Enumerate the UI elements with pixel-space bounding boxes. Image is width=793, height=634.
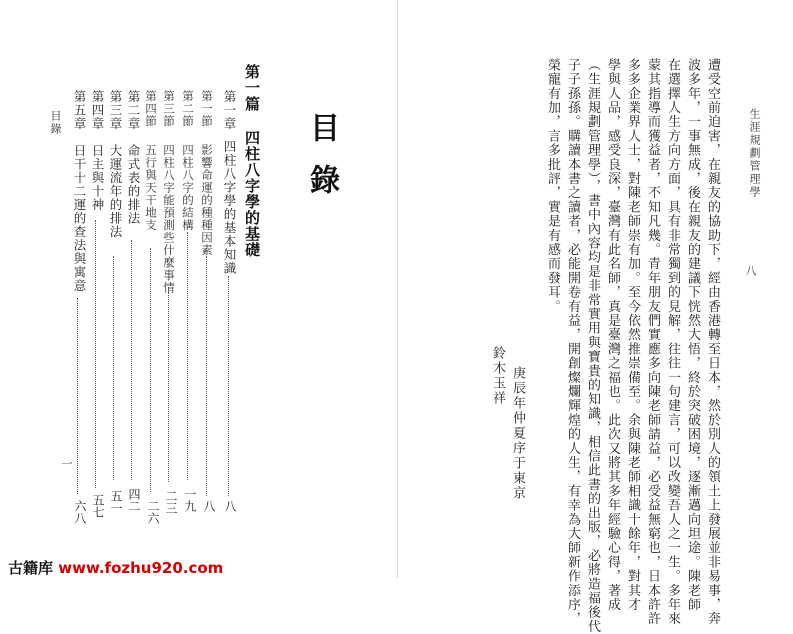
toc-entry-page: 五一 xyxy=(109,490,123,514)
site-logo[interactable] xyxy=(8,557,223,578)
toc-entry-title: 日主與十神 xyxy=(90,144,105,212)
site-url: www.fozhu920.com xyxy=(58,559,224,577)
preface-signature-name: 鈴木玉祥 xyxy=(490,346,505,406)
preface-column-2: 波多年，一事無成，後在親友的建議下恍然大悟，終於突破困境，逐漸邁向坦途。陳老師 xyxy=(685,58,700,612)
toc-entry-label: 第四節 xyxy=(144,90,158,128)
toc-entry-title: 大運流年的排法 xyxy=(108,144,123,239)
toc-entry-page: 二三 xyxy=(164,490,178,514)
toc-entry-page: 八 xyxy=(223,500,237,512)
page-number-left: 一 xyxy=(60,458,73,469)
preface-column-8: 子子孫孫。購讀本書之讀者，必能開卷有益，開創燦爛輝煌的人生，有幸為大師新作添序， xyxy=(565,58,580,626)
preface-column-4: 蒙其指導而獲益者，不知凡幾。青年朋友們實應多向陳老師請益，必受益無窮也，日本許許 xyxy=(645,58,660,626)
toc-leader-dots xyxy=(206,256,207,496)
toc-part-label: 第一篇 xyxy=(243,64,261,112)
site-name: 古籍库 xyxy=(8,559,54,577)
toc-leader-dots xyxy=(77,298,78,494)
toc-leader-dots xyxy=(113,256,114,480)
toc-entry-title: 五行與天干地支 xyxy=(144,144,158,232)
toc-leader-dots xyxy=(150,248,151,492)
toc-leader-dots xyxy=(95,220,96,488)
toc-entry-label: 第五章 xyxy=(72,90,87,131)
toc-entry-title: 四柱八字的結構 xyxy=(181,144,195,232)
toc-part-title: 四柱八字學的基礎 xyxy=(243,130,261,258)
preface-column-1: 遭受空前迫害，在親友的協助下，經由香港轉至日本，然於別人的領土上發展並非易事，奔 xyxy=(705,58,720,626)
preface-column-5: 多多企業界人士，對陳老師崇有加。至今依然推崇備至。余與陳老師相識十餘年，對其才 xyxy=(625,58,640,612)
toc-entry-title: 影響命運的種種因素 xyxy=(200,144,214,257)
toc-leader-dots xyxy=(168,292,169,482)
toc-title: 目錄 xyxy=(304,112,339,216)
preface-column-9: 榮寵有加，言多批評，實是有感而發耳。 xyxy=(545,58,560,314)
toc-entry-page: 五七 xyxy=(91,494,105,518)
toc-entry-label: 第四章 xyxy=(90,90,105,131)
toc-entry-label: 第二章 xyxy=(126,90,141,131)
toc-entry-label: 第二節 xyxy=(181,90,195,128)
toc-entry-page: 一九 xyxy=(183,488,197,512)
preface-column-7: （生涯規劃管理學），書中內容均是非常實用與寶貴的知識，相信此書的出版，必將造福後代 xyxy=(585,58,600,634)
toc-entry-page: 八 xyxy=(202,500,216,512)
toc-leader-dots xyxy=(131,240,132,480)
toc-entry-label: 第一章 xyxy=(222,90,237,131)
toc-entry-label: 第三節 xyxy=(162,90,176,128)
toc-entry-label: 第一節 xyxy=(200,90,214,128)
toc-leader-dots xyxy=(228,276,229,496)
footer-watermark xyxy=(0,556,793,578)
toc-entry-title: 四柱八字能預測些什麼事情 xyxy=(162,144,176,294)
toc-entry-label: 第三章 xyxy=(108,90,123,131)
preface-column-6: 學與人品，感受良深，臺灣有此名師，真是臺灣之福也。此次又將其多年經驗心得，著成 xyxy=(605,58,620,612)
page-fold xyxy=(397,0,398,578)
page-number-right: 八 xyxy=(744,265,757,276)
toc-entry-page: 四二 xyxy=(127,488,141,512)
toc-entry-page: 六八 xyxy=(73,500,87,524)
preface-signature-date: 庚辰年仲夏序于東京 xyxy=(510,366,525,501)
running-header-left: 目錄 xyxy=(49,110,62,136)
toc-entry-title: 日干十二運的查法與寓意 xyxy=(72,144,87,293)
running-header-right: 生涯規劃管理學 xyxy=(748,108,761,199)
preface-column-3: 在選擇人生方向方面，具有非常獨到的見解，往往一句建言，可以改變吾人之一生。多年來 xyxy=(665,58,680,626)
toc-entry-title: 四柱八字學的基本知識 xyxy=(222,140,237,275)
toc-leader-dots xyxy=(187,232,188,480)
toc-entry-title: 命式表的排法 xyxy=(126,144,141,225)
toc-entry-page: 二六 xyxy=(146,500,160,524)
